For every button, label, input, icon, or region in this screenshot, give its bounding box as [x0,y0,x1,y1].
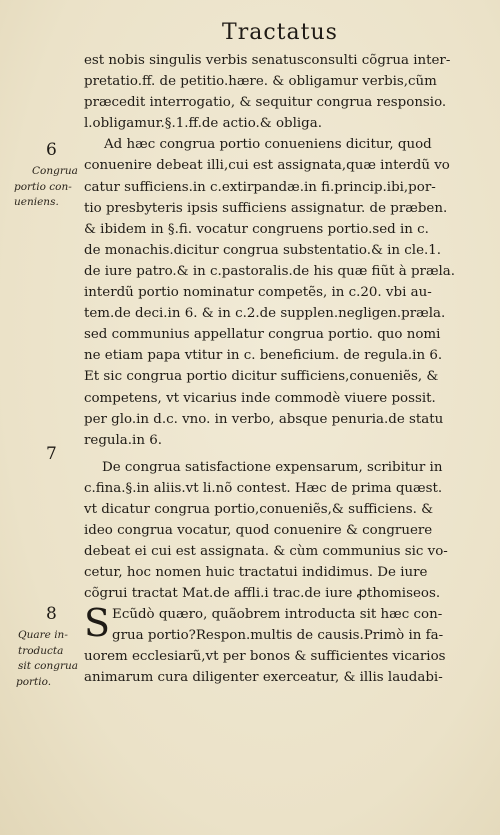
text-line: ne etiam papa vtitur in c. beneficium. de regula.in 6. [84,348,443,364]
text-line: præcedit interrogatio, & sequitur congrua responsio. [84,95,447,111]
margin-note-line: sit congrua [18,660,79,672]
section-number-8: 8 [46,604,57,624]
text-line: est nobis singulis verbis senatusconsulti cõgrua inter- [84,53,451,68]
running-header [0,20,500,45]
margin-note-line: portio. [16,675,52,688]
margin-note-line: ueniens. [14,196,59,208]
text-line: animarum cura diligenter exerceatur, & illis laudabi- [84,670,443,686]
text-line: uorem ecclesiarũ,vt per bonos & sufficientes vicarios [84,649,446,665]
text-line: competens, vt vicarius inde commodè viuere possit. [84,390,436,406]
text-line: grua portio?Respon.multis de causis.Primò in fa- [112,628,444,644]
text-line: tem.de deci.in 6. & in c.2.de supplen.negligen.præla. [84,306,446,322]
text-line: sed communius appellatur congrua portio. quo nomi [84,327,441,343]
text-line: Ad hæc congrua portio conueniens dicitur, quod [104,137,432,153]
text-line: l.obligamur.§.1.ff.de actio.& obliga. [84,116,322,132]
text-line: interdũ portio nominatur competẽs, in c.20. vbi au- [84,285,432,301]
text-line: catur sufficiens.in c.extirpandæ.in fi.princip.ibi,por- [84,179,436,195]
page-title: Tractatus [222,20,338,45]
section-8-text [84,601,484,688]
text-line: ideo congrua vocatur, quod conuenire & congruere [84,523,433,539]
text-line: debeat ei cui est assignata. & cùm communius sic vo- [84,544,448,560]
text-line: de iure patro.& in c.pastoralis.de his quæ fiũt à præla. [84,263,456,279]
section-number-7: 7 [46,444,57,464]
text-line: cetur, hoc nomen huic tractatui indidimus. De iure [84,565,428,581]
text-line: Et sic congrua portio dicitur sufficiens,conueniẽs, & [84,369,439,385]
drop-cap: S [84,601,111,645]
margin-note-6 [14,164,84,211]
text-line: pretatio.ff. de petitio.hære. & obligamur verbis,cũm [84,74,437,90]
margin-note-line: Quare in- [18,629,68,641]
margin-note-8 [14,628,84,690]
text-line: Ecũdò quæro, quãobrem introducta sit hæc con- [112,607,443,622]
text-line: cõgrui tractat Mat.de affli.i trac.de iure ꝓthomiseos. [84,586,441,602]
margin-note-line: troducta [18,644,64,657]
text-line: conuenire debeat illi,cui est assignata,quæ interdũ vo [84,158,450,174]
text-line: De congrua satisfactione expensarum, scribitur in [102,459,443,475]
text-line: & ibidem in §.fi. vocatur congruens portio.sed in c. [84,221,429,237]
text-line: vt dicatur congrua portio,conueniẽs,& sufficiens. & [84,501,434,517]
text-line: c.fina.§.in aliis.vt li.nõ contest. Hæc de prima quæst. [84,480,443,496]
text-line: regula.in 6. [84,432,162,448]
main-text [84,50,484,604]
text-line: per glo.in d.c. vno. in verbo, absque penuria.de statu [84,411,444,427]
text-line: tio presbyteris ipsis sufficiens assignatur. de præben. [84,200,448,216]
text-line: de monachis.dicitur congrua substentatio.& in cle.1. [84,242,442,258]
section-number-6: 6 [46,140,57,160]
margin-note-line: portio con- [14,180,72,193]
margin-note-line: Congrua [32,165,78,177]
